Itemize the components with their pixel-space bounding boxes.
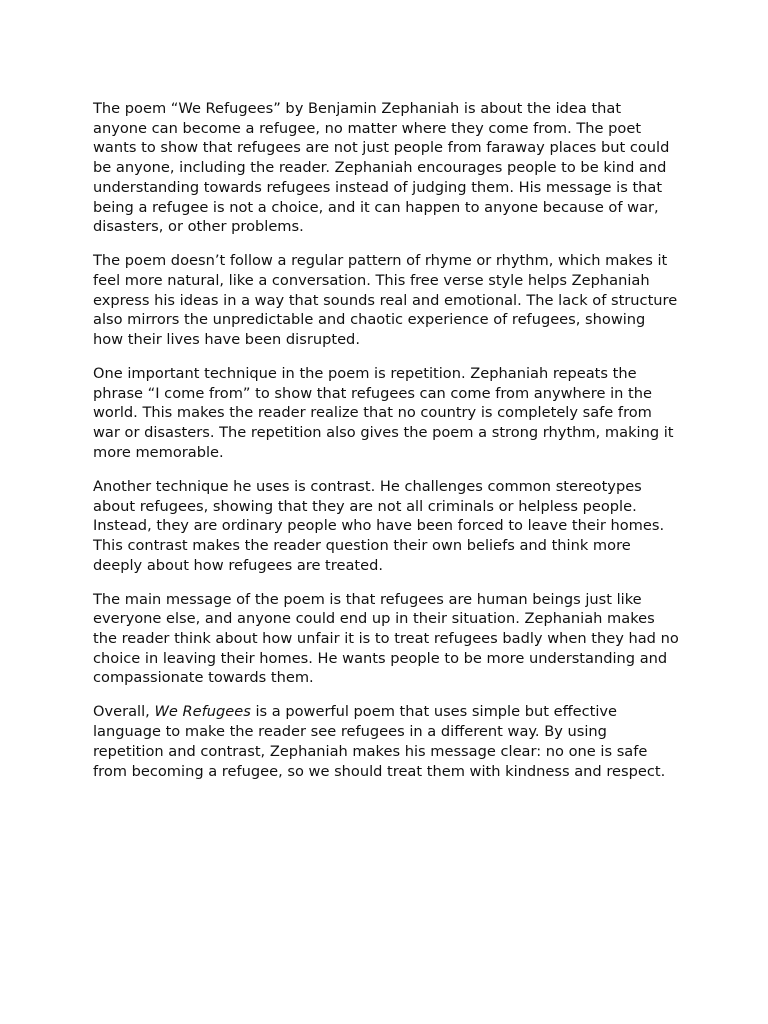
- conclusion-lead: Overall,: [93, 703, 155, 721]
- paragraph-main-message: The main message of the poem is that refugees are human beings just like everyone else, and anyone could end up in their situation. Zephaniah makes the reader think about how unfair it is to treat refugees badly when they had no choice in leaving their homes. He wants people to be more understanding and compassionate towards them.: [93, 590, 679, 687]
- paragraph-contrast: Another technique he uses is contrast. He challenges common stereotypes about refugees, showing that they are not all criminals or helpless people. Instead, they are ordinary people who have been forced to leave their homes. This contrast makes the reader question their own beliefs and think more deeply about how refugees are treated.: [93, 477, 665, 574]
- paragraph-conclusion: [93, 702, 679, 781]
- paragraph-form-structure: The poem doesn’t follow a regular pattern of rhyme or rhythm, which makes it feel more natural, like a conversation. This free verse style helps Zephaniah express his ideas in a way that sounds real and emotional. The lack of structure also mirrors the unpredictable and chaotic experience of refugees, showing how their lives have been disrupted.: [93, 252, 678, 349]
- conclusion-rest: is a powerful poem that uses simple but effective language to make the reader see refugees in a different way. By using repetition and contrast, Zephaniah makes his message clear: no one is safe from becoming a refugee, so we should treat them with kindness and respect.: [93, 703, 666, 780]
- paragraph-introduction: The poem “We Refugees” by Benjamin Zephaniah is about the idea that anyone can become a refugee, no matter where they come from. The poet wants to show that refugees are not just people from faraway places but could be anyone, including the reader. Zephaniah encourages people to be kind and understanding towards refugees instead of judging them. His message is that being a refugee is not a choice, and it can happen to anyone because of war, disasters, or other problems.: [93, 100, 670, 236]
- essay-body: [93, 99, 679, 796]
- poem-title-italic: We Refugees: [154, 703, 251, 721]
- paragraph-repetition: One important technique in the poem is repetition. Zephaniah repeats the phrase “I come from” to show that refugees can come from anywhere in the world. This makes the reader realize that no country is completely safe from war or disasters. The repetition also gives the poem a strong rhythm, making it more memorable.: [93, 365, 674, 461]
